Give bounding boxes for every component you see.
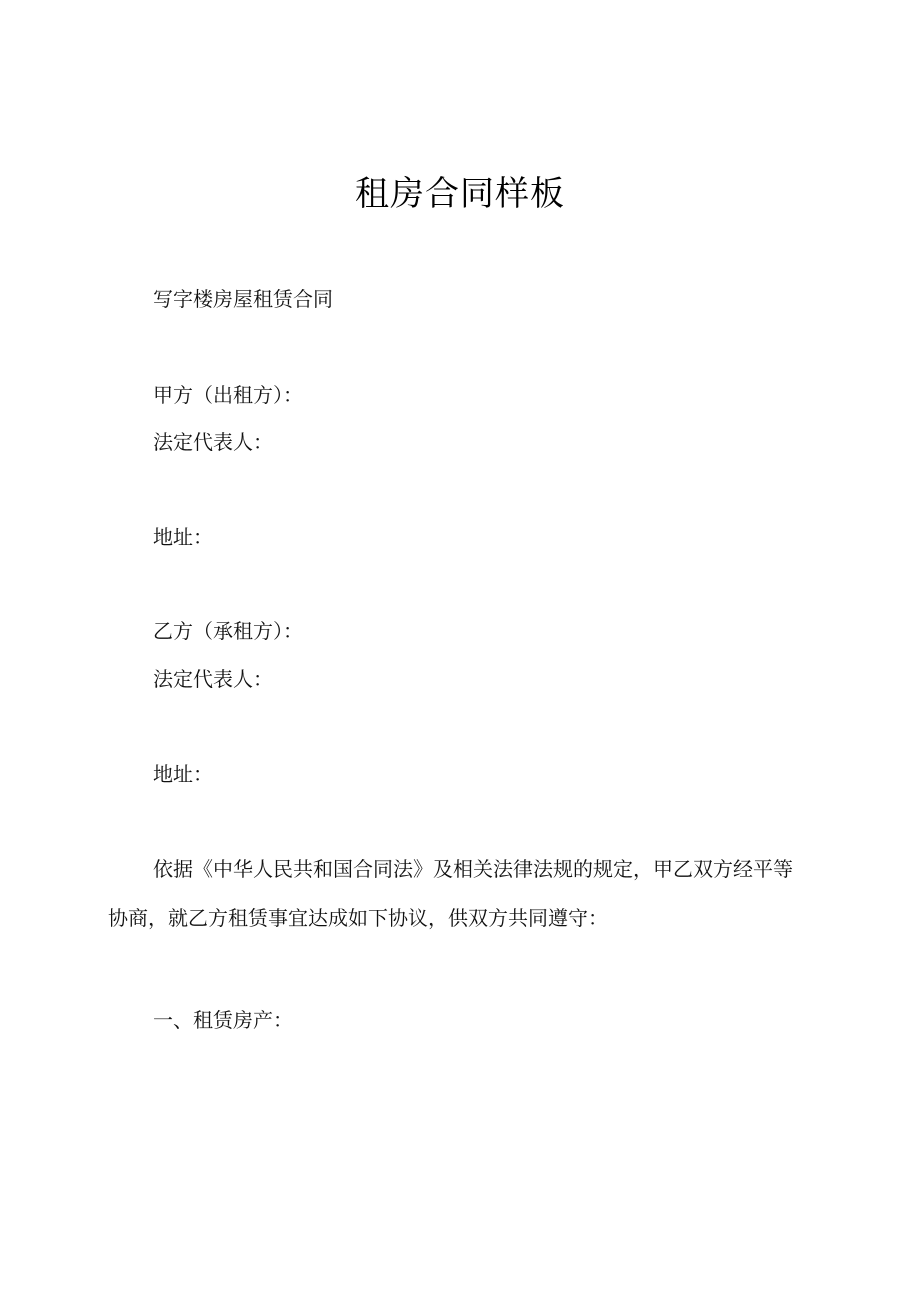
preamble-paragraph: 依据《中华人民共和国合同法》及相关法律法规的规定，甲乙双方经平等协商，就乙方租赁事宜达成如下协议，供双方共同遵守： [108, 857, 793, 930]
section-1-heading: 一、租赁房产： [153, 1008, 293, 1032]
party-b-address: 地址： [153, 762, 213, 786]
party-a-address: 地址： [153, 525, 213, 549]
document-title: 租房合同样板 [355, 174, 565, 214]
party-b-label: 乙方（承租方）： [153, 619, 303, 643]
party-a-label: 甲方（出租方）： [153, 383, 303, 407]
contract-subtitle: 写字楼房屋租赁合同 [153, 287, 333, 311]
party-a-representative: 法定代表人： [153, 430, 273, 454]
party-b-representative: 法定代表人： [153, 667, 273, 691]
